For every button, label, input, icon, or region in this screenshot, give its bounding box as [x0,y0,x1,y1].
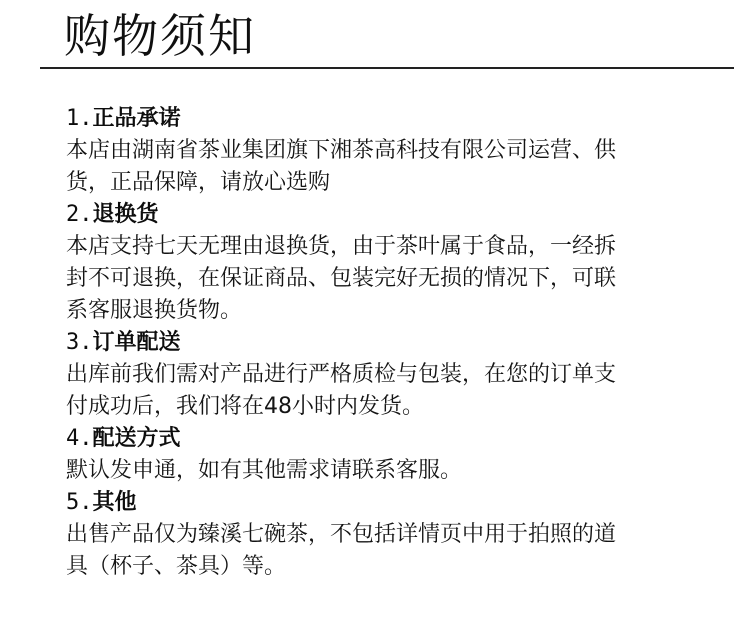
section-text-line: 付成功后，我们将在48小时内发货。 [66,394,424,419]
section-title: 退换货 [92,202,159,227]
section-text-line: 具（杯子、茶具）等。 [66,554,287,579]
section-heading [66,487,736,519]
section-text-line: 本店由湖南省茶业集团旗下湘茶高科技有限公司运营、供 [66,138,617,163]
section-returns [66,199,736,327]
section-text-line: 本店支持七天无理由退换货，由于茶叶属于食品，一经拆 [66,234,617,259]
page-title: 购物须知 [64,9,256,63]
section-number: 2. [66,202,93,227]
section-text-line: 系客服退换货物。 [66,298,243,323]
section-text-line: 封不可退换，在保证商品、包装完好无损的情况下，可联 [66,266,617,291]
section-authenticity [66,103,736,199]
section-number: 4. [66,426,93,451]
section-number: 5. [66,490,93,515]
notice-content [66,103,736,583]
section-order-delivery [66,327,736,423]
section-heading [66,103,736,135]
section-text-line: 货，正品保障，请放心选购 [66,170,331,195]
section-text-line: 出库前我们需对产品进行严格质检与包装，在您的订单支 [66,362,617,387]
section-heading [66,199,736,231]
section-title: 配送方式 [92,426,181,451]
section-title: 正品承诺 [92,106,181,131]
section-number: 3. [66,330,93,355]
section-shipping-method [66,423,736,487]
section-title: 其他 [92,490,137,515]
section-heading [66,423,736,455]
section-other [66,487,736,583]
section-title: 订单配送 [92,330,181,355]
title-divider [40,67,734,69]
section-number: 1. [66,106,93,131]
section-heading [66,327,736,359]
section-text-line: 默认发申通，如有其他需求请联系客服。 [66,458,463,483]
section-text-line: 出售产品仅为臻溪七碗茶，不包括详情页中用于拍照的道 [66,522,617,547]
